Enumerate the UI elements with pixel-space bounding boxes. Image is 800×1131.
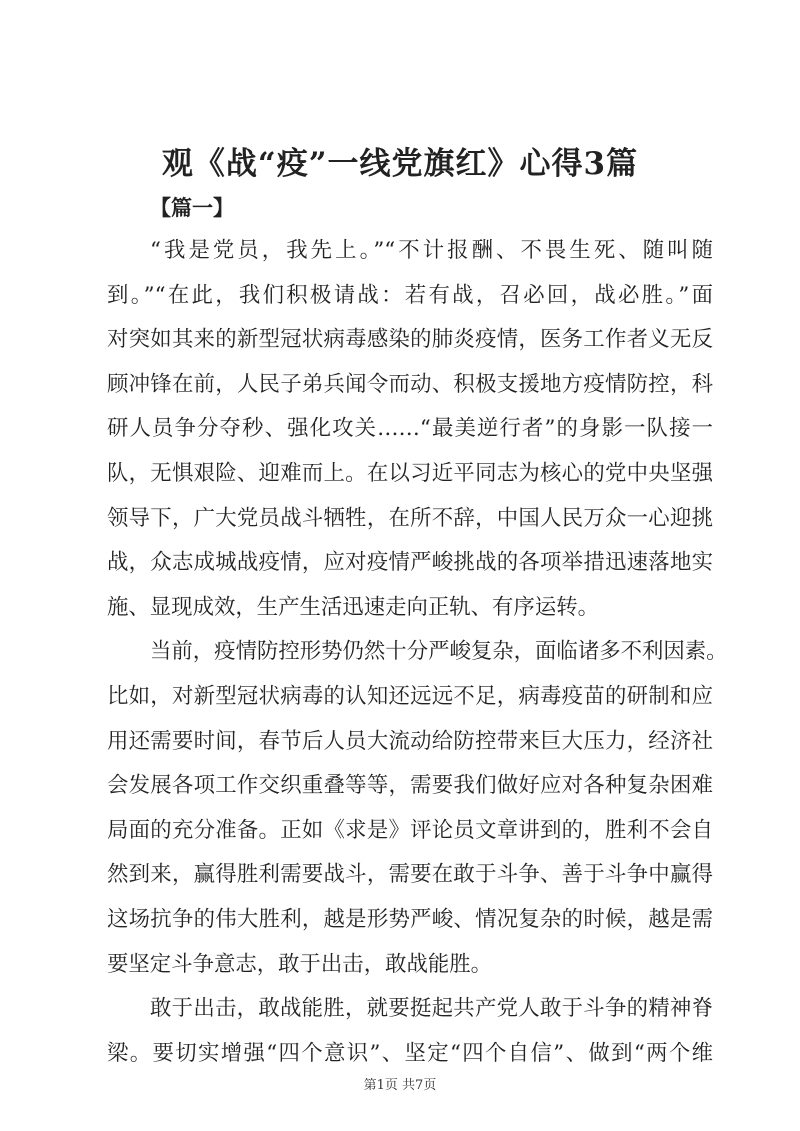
section-heading: 【篇一】 (150, 195, 234, 220)
text-line: 这场抗争的伟大胜利，越是形势严峻、情况复杂的时候，越是需 (107, 906, 713, 932)
document-title: 观《战“疫”一线党旗红》心得3篇 (161, 146, 639, 182)
text-line: 研人员争分夺秒、强化攻关……“最美逆行者”的身影一队接一 (107, 416, 713, 442)
text-line: 队，无惧艰险、迎难而上。在以习近平同志为核心的党中央坚强 (107, 460, 713, 486)
text-line: 局面的充分准备。正如《求是》评论员文章讲到的，胜利不会自 (107, 817, 713, 843)
text-line: 到。”“在此，我们积极请战：若有战，召必回，战必胜。”面 (107, 282, 713, 308)
text-line: “我是党员，我先上。”“不计报酬、不畏生死、随叫随 (150, 238, 713, 263)
document-body (107, 229, 728, 1076)
text-line: 敢于出击，敢战能胜，就要挺起共产党人敢于斗争的精神脊 (150, 996, 713, 1022)
text-line: 顾冲锋在前，人民子弟兵闻令而动、积极支援地方疫情防控，科 (107, 371, 713, 397)
text-line: 对突如其来的新型冠状病毒感染的肺炎疫情，医务工作者义无反 (107, 327, 713, 353)
text-line: 领导下，广大党员战斗牺牲，在所不辞，中国人民万众一心迎挑 (107, 505, 713, 531)
text-line: 当前，疫情防控形势仍然十分严峻复杂，面临诸多不利因素。 (150, 639, 728, 665)
page-footer: 第1页 共7页 (363, 1078, 437, 1093)
text-line: 用还需要时间，春节后人员大流动给防控带来巨大压力，经济社 (107, 728, 713, 754)
text-line: 战，众志成城战疫情，应对疫情严峻挑战的各项举措迅速落地实 (107, 550, 713, 576)
text-line: 施、显现成效，生产生活迅速走向正轨、有序运转。 (107, 594, 599, 620)
text-line: 会发展各项工作交织重叠等等，需要我们做好应对各种复杂困难 (107, 773, 713, 799)
text-line: 然到来，赢得胜利需要战斗，需要在敢于斗争、善于斗争中赢得 (107, 862, 713, 888)
text-line: 比如，对新型冠状病毒的认知还远远不足，病毒疫苗的研制和应 (107, 683, 713, 709)
text-line: 梁。要切实增强“四个意识”、坚定“四个自信”、做到“两个维 (107, 1040, 713, 1066)
text-line: 要坚定斗争意志，敢于出击，敢战能胜。 (107, 951, 493, 977)
